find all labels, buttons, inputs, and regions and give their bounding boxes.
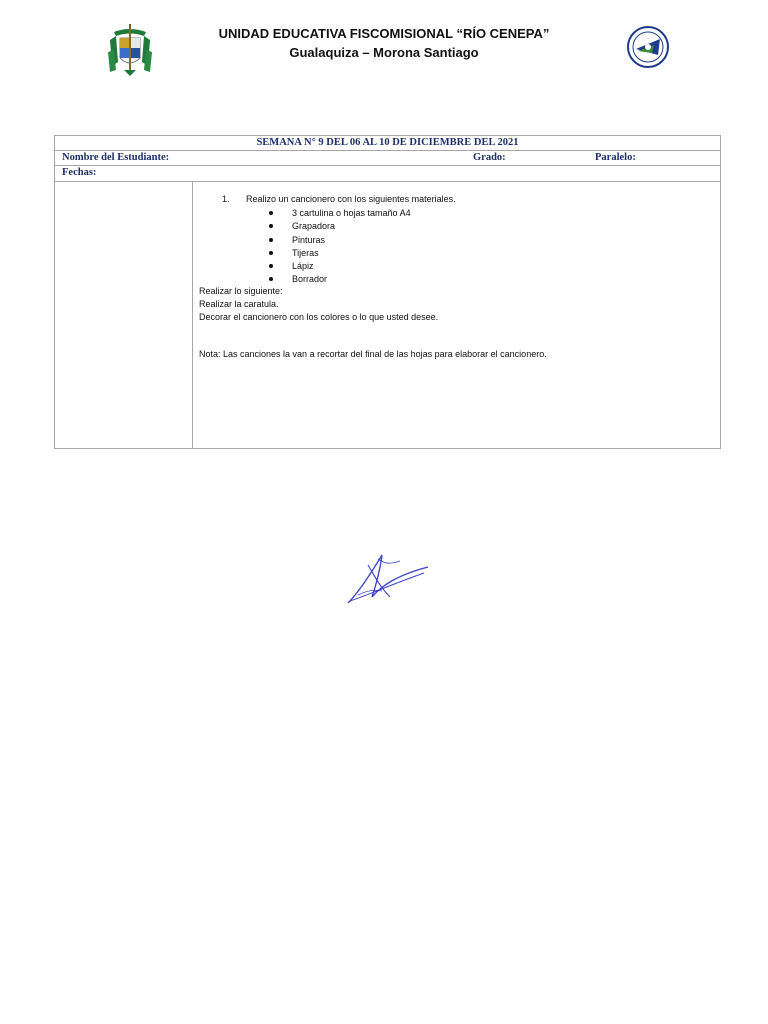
school-emblem-logo — [624, 25, 672, 69]
materials-list — [269, 207, 411, 287]
dates-label: Fechas: — [62, 167, 97, 178]
instruction-line: Realizar lo siguiente: — [199, 286, 283, 296]
student-name-label: Nombre del Estudiante: — [62, 152, 170, 163]
instruction-line: Realizar la caratula. — [199, 299, 279, 309]
material-item: Pinturas — [269, 234, 411, 247]
material-item: Grapadora — [269, 220, 411, 233]
material-item: Borrador — [269, 273, 411, 286]
parallel-label: Paralelo: — [595, 152, 636, 163]
item-text: Realizo un cancionero con los siguientes materiales. — [246, 194, 456, 204]
weekly-activity-table — [54, 135, 721, 449]
item-number: 1. — [222, 194, 230, 204]
week-title: SEMANA N° 9 DEL 06 AL 10 DE DICIEMBRE DEL 2021 — [55, 136, 720, 151]
school-location: Gualaquiza – Morona Santiago — [289, 45, 479, 60]
note-text: Nota: Las canciones la van a recortar del final de las hojas para elaborar el cancionero. — [199, 349, 547, 359]
material-item: 3 cartulina o hojas tamaño A4 — [269, 207, 411, 220]
school-name: UNIDAD EDUCATIVA FISCOMISIONAL “RÍO CENEPA” — [218, 26, 550, 41]
left-column-cell — [55, 182, 193, 448]
student-row — [55, 151, 720, 166]
instruction-line: Decorar el cancionero con los colores o lo que usted desee. — [199, 312, 439, 322]
dates-row — [55, 166, 720, 182]
activity-content-cell — [193, 182, 720, 448]
material-item: Lápiz — [269, 260, 411, 273]
grade-label: Grado: — [473, 152, 506, 163]
material-item: Tijeras — [269, 247, 411, 260]
handwritten-signature — [338, 545, 438, 609]
